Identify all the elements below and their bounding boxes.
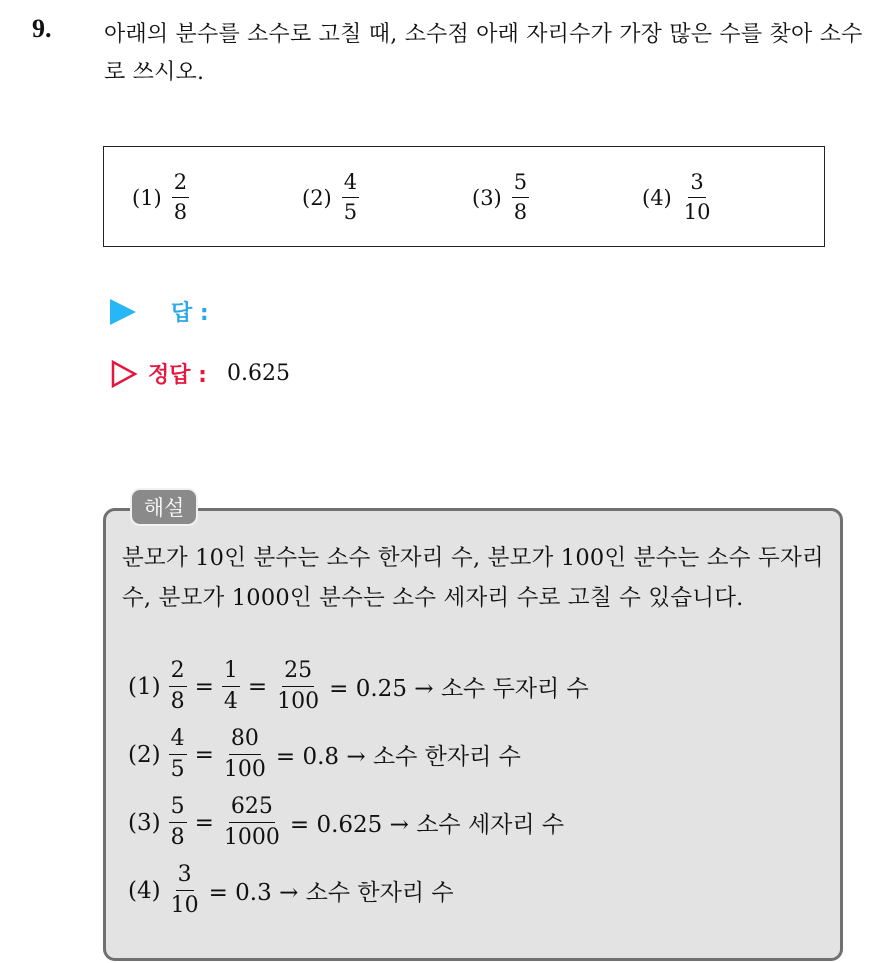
numerator: 25 <box>282 660 314 687</box>
answer-label: 답 : <box>171 301 209 326</box>
denominator: 100 <box>223 757 266 782</box>
step-result: = 0.25 → 소수 두자리 수 <box>329 676 589 702</box>
question-number: 9. <box>32 14 52 43</box>
explanation-step-2 <box>124 728 525 781</box>
fraction <box>342 172 359 223</box>
numerator: 4 <box>342 172 359 198</box>
explanation-text: 분모가 10인 분수는 소수 한자리 수, 분모가 100인 분수는 소수 두자리 수, 분모가 1000인 분수는 소수 세자리 수로 고칠 수 있습니다. <box>122 545 824 611</box>
outline-triangle-icon <box>110 359 138 389</box>
fraction <box>172 172 189 223</box>
step-result: = 0.8 → 소수 한자리 수 <box>275 744 521 770</box>
denominator: 100 <box>277 689 320 714</box>
numerator: 3 <box>176 864 194 891</box>
denominator: 5 <box>170 757 185 782</box>
explanation-step-4 <box>124 864 458 917</box>
choice-3 <box>472 147 529 248</box>
play-triangle-icon <box>110 299 136 325</box>
denominator: 8 <box>170 825 185 850</box>
numerator: 5 <box>169 796 187 823</box>
fraction <box>222 728 268 781</box>
denominator: 8 <box>173 200 188 224</box>
correct-answer-label: 정답 : <box>148 363 207 388</box>
denominator: 1000 <box>223 825 280 850</box>
denominator: 10 <box>170 893 199 918</box>
numerator: 1 <box>222 660 240 687</box>
step-result: = 0.3 → 소수 한자리 수 <box>208 880 454 906</box>
step-label: (4) <box>128 877 161 904</box>
choices-box <box>103 146 825 247</box>
fraction <box>512 172 529 223</box>
choice-label: (2) <box>302 185 332 210</box>
fraction <box>169 660 187 713</box>
step-label: (3) <box>128 809 161 836</box>
step-label: (1) <box>128 673 161 700</box>
question-text: 아래의 분수를 소수로 고칠 때, 소수점 아래 자리수가 가장 많은 수를 찾아 소수로 쓰시오. <box>104 22 863 85</box>
numerator: 2 <box>172 172 189 198</box>
choice-label: (4) <box>642 185 672 210</box>
fraction <box>169 796 187 849</box>
explanation-tag: 해설 <box>130 488 198 526</box>
correct-answer-row <box>110 358 290 389</box>
correct-answer-value: 0.625 <box>226 361 290 386</box>
fraction <box>222 796 282 849</box>
choice-1 <box>132 147 189 248</box>
numerator: 625 <box>229 796 275 823</box>
numerator: 3 <box>688 172 705 198</box>
equals-sign: = <box>194 673 214 700</box>
numerator: 4 <box>169 728 187 755</box>
fraction <box>275 660 321 713</box>
step-label: (2) <box>128 741 161 768</box>
choice-4 <box>642 147 712 248</box>
choice-label: (3) <box>472 185 502 210</box>
choice-label: (1) <box>132 185 162 210</box>
fraction <box>169 728 187 781</box>
choice-2 <box>302 147 359 248</box>
numerator: 80 <box>229 728 261 755</box>
equals-sign: = <box>194 809 214 836</box>
answer-row <box>110 296 209 327</box>
denominator: 8 <box>513 200 528 224</box>
fraction <box>222 660 240 713</box>
denominator: 8 <box>170 689 185 714</box>
explanation-step-3 <box>124 796 568 849</box>
numerator: 5 <box>512 172 529 198</box>
denominator: 4 <box>223 689 238 714</box>
equals-sign: = <box>194 741 214 768</box>
numerator: 2 <box>169 660 187 687</box>
step-result: = 0.625 → 소수 세자리 수 <box>289 812 565 838</box>
denominator: 10 <box>683 200 711 224</box>
explanation-step-1 <box>124 660 593 713</box>
denominator: 5 <box>343 200 358 224</box>
fraction <box>169 864 201 917</box>
fraction <box>682 172 713 223</box>
equals-sign: = <box>247 673 268 700</box>
